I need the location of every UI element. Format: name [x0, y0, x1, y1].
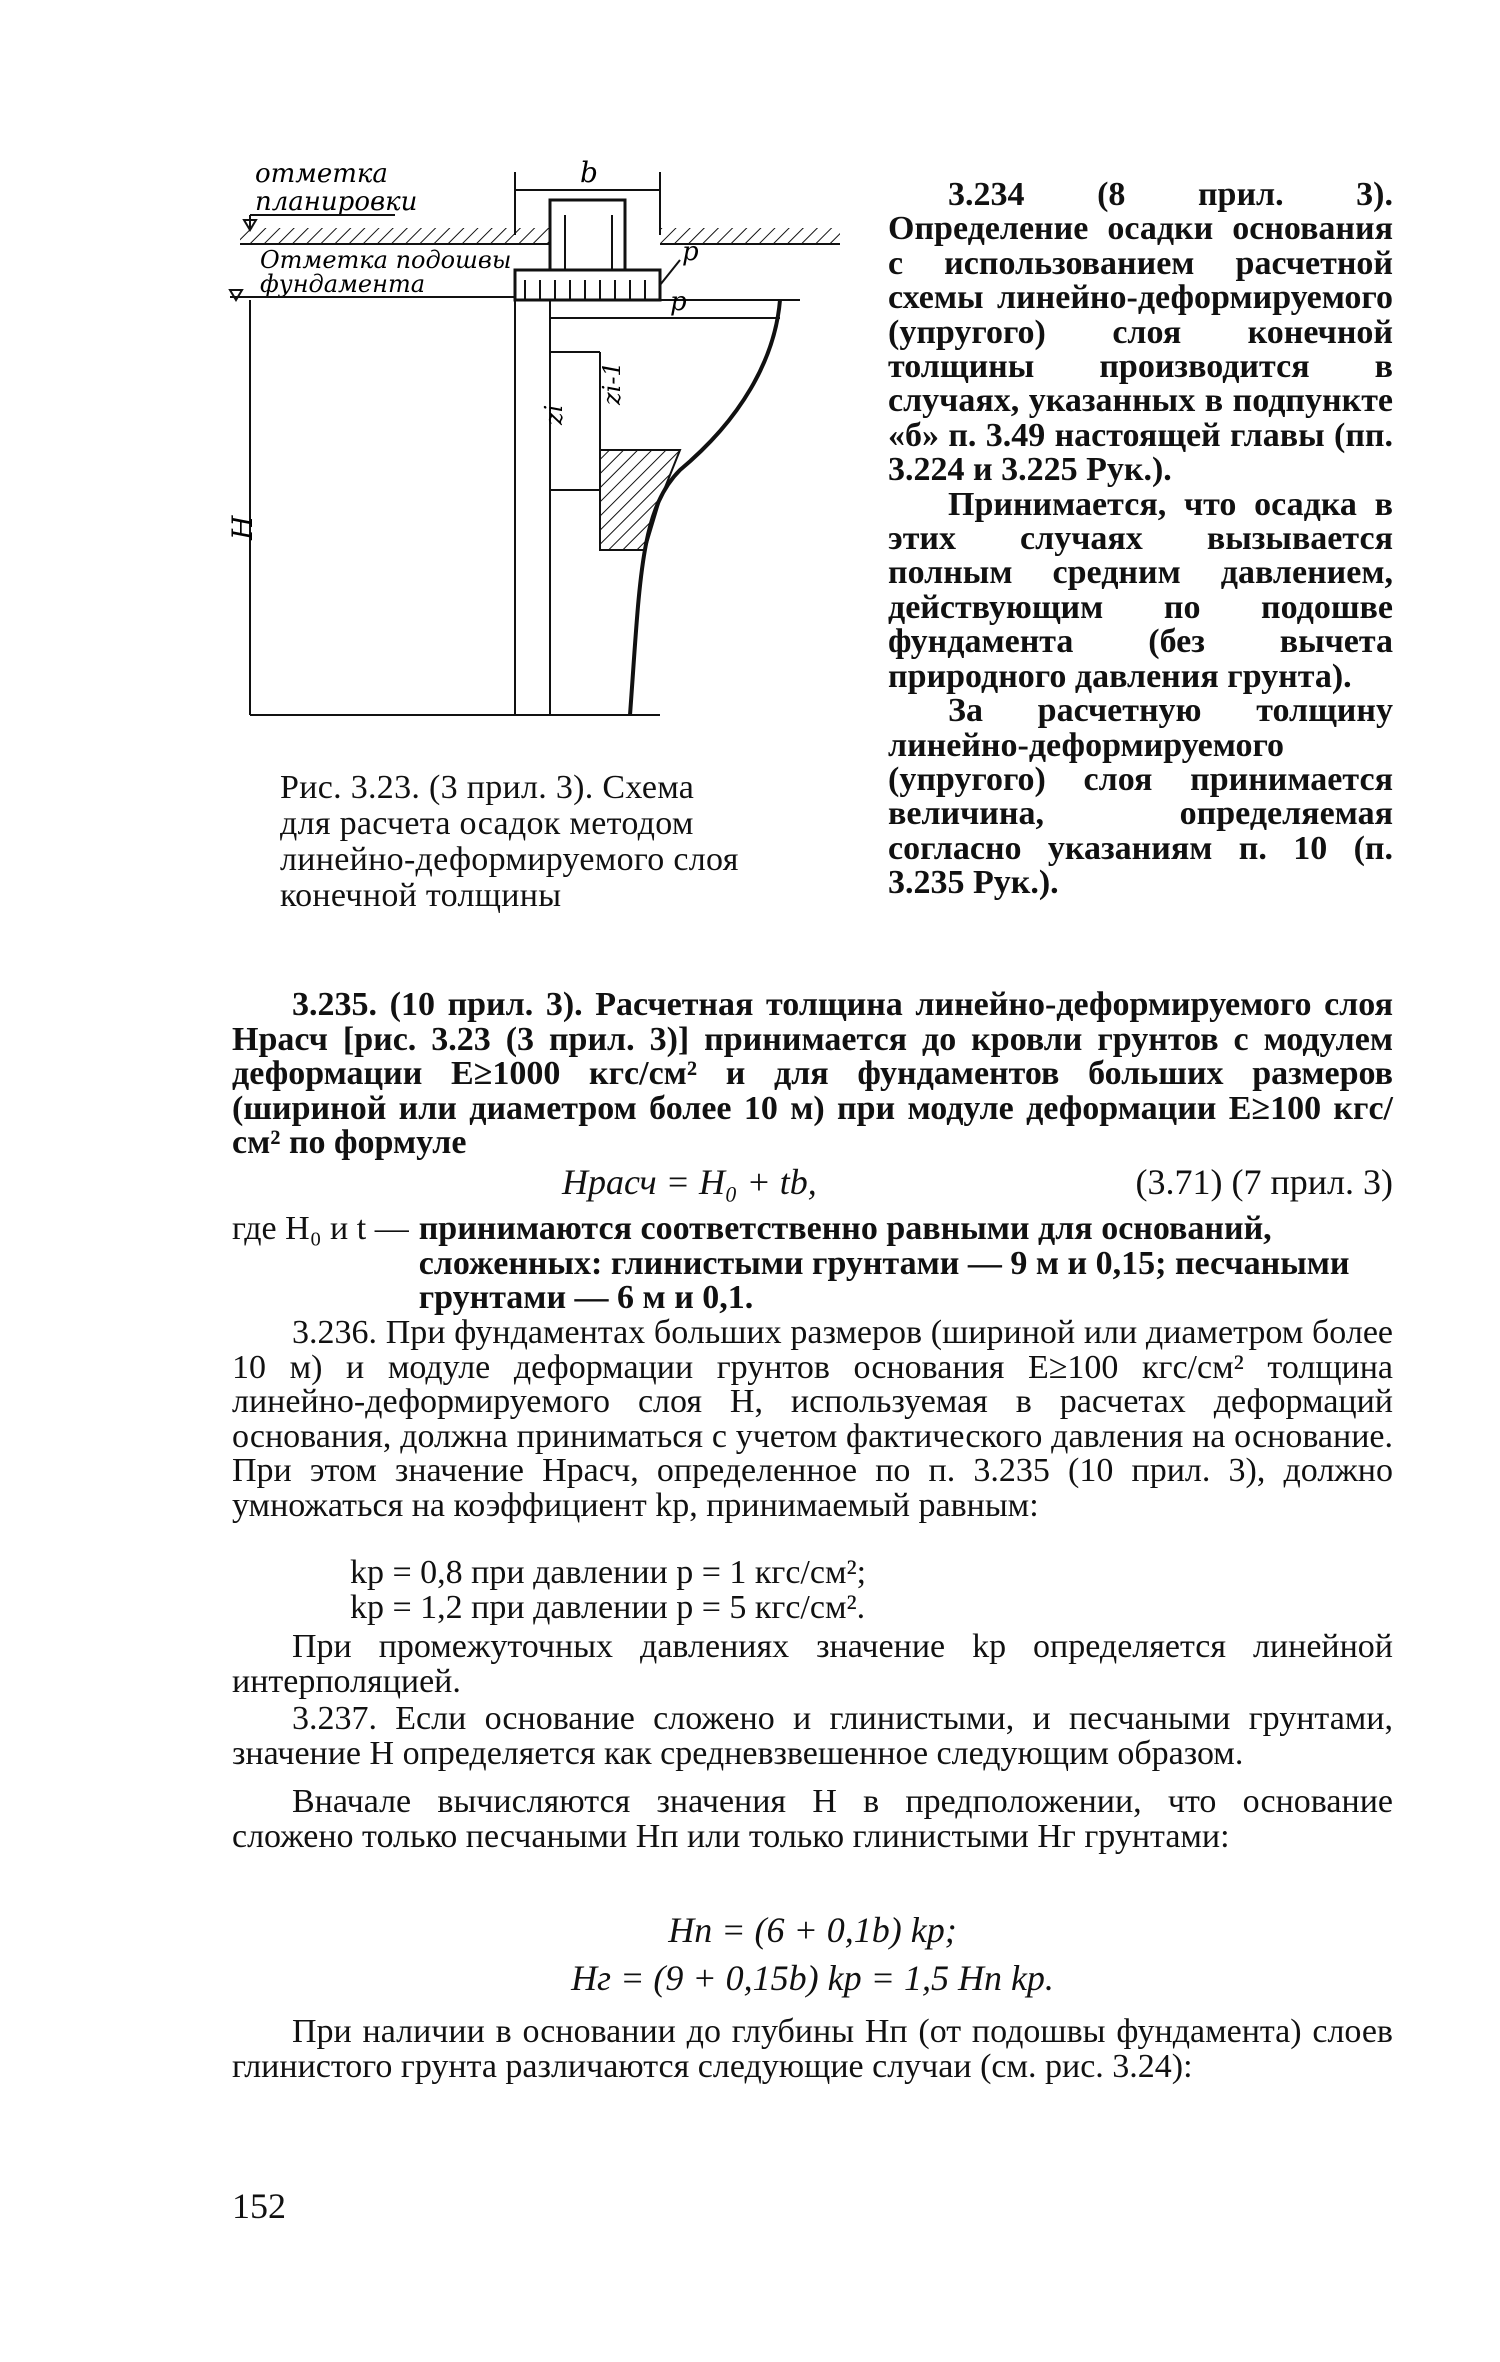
label-b: b: [580, 160, 598, 189]
label-p2: p: [670, 287, 687, 317]
formula-hp: [232, 1910, 1393, 1950]
paragraph: 3.237. Если основание сложено и глинистыми, и песчаными грунтами, значение H определяется как средневзвешенное следующим образом.: [232, 1700, 1393, 1772]
where-clause: [232, 1212, 1393, 1316]
kp-line: kp = 1,2 при давлении p = 5 кгс/см².: [350, 1589, 866, 1626]
kp-line: kp = 0,8 при давлении p = 1 кгс/см²;: [350, 1554, 867, 1591]
where-text: принимаются соответственно равными для оснований, сложенных: глинистыми грунтами — 9 м и 0,15; песчаными грунтами — 6 м и 0,1.: [418, 1210, 1350, 1317]
caption-line: Рис. 3.23. (3 прил. 3). Схема: [280, 769, 695, 806]
formula-number: (3.71) (7 прил. 3): [1135, 1162, 1393, 1202]
figure-caption: [280, 770, 840, 914]
label-planning-1: отметка: [255, 160, 388, 189]
label-planning-2: планировки: [255, 187, 418, 217]
paragraph: Принимается, что осадка в этих случаях вызывается полным средним давлением, действующим по подошве фундамента (без вычета природного давления грунта).: [888, 485, 1393, 695]
kp-values: [350, 1555, 1150, 1625]
section-3-236: [232, 1316, 1393, 1524]
formula: Hг = (9 + 0,15b) kp = 1,5 Hп kp.: [571, 1958, 1054, 1998]
paragraph: При промежуточных давлениях значение kp определяется линейной интерполяцией.: [232, 1628, 1393, 1700]
label-zi: zi: [540, 404, 568, 425]
where-prefix: где H₀ и t —: [232, 1210, 409, 1247]
section-3-237: [232, 1702, 1393, 1854]
paragraph: 3.235. (10 прил. 3). Расчетная толщина линейно-деформируемого слоя Hрасч [рис. 3.23 (3 прил. 3)] принимается до кровли грунтов с модулем деформации E≥1000 кгс/см² и для фундаментов больших размеров (шириной или диаметром более 10 м) при модуле деформации E≥100 кгс/см² по формуле: [232, 986, 1393, 1162]
figure-3-23: [220, 160, 840, 730]
caption-line: конечной толщины: [280, 877, 562, 914]
label-H: H: [226, 515, 259, 540]
settlement-schematic: [220, 160, 840, 730]
label-p1: p: [682, 237, 699, 267]
formula-hg: [232, 1958, 1393, 1998]
paragraph: Вначале вычисляются значения H в предположении, что основание сложено только песчаными Hп или только глинистыми Hг грунтами:: [232, 1783, 1393, 1855]
paragraph: При наличии в основании до глубины Hп (от подошвы фундамента) слоев глинистого грунта различаются следующие случаи (см. рис. 3.24):: [232, 2013, 1393, 2085]
cases-intro: [232, 2015, 1393, 2084]
caption-line: для расчета осадок методом: [280, 805, 694, 842]
formula-3-71: [232, 1162, 1393, 1202]
label-base-2: фундамента: [260, 270, 426, 298]
section-3-234: [888, 178, 1393, 901]
interpolation-note: [232, 1630, 1393, 1699]
formula: Hрасч = H₀ + tb,: [562, 1162, 817, 1202]
caption-line: линейно-деформируемого слоя: [280, 841, 739, 878]
section-3-235: [232, 988, 1393, 1161]
formula: Hп = (6 + 0,1b) kp;: [668, 1910, 957, 1950]
page-number: 152: [232, 2186, 286, 2226]
paragraph: 3.236. При фундаментах больших размеров (шириной или диаметром более 10 м) и модуле деформации грунтов основания E≥100 кгс/см² толщина линейно-деформируемого слоя H, используемая в расчетах деформаций основания, должна приниматься с учетом фактического давления на основание. При этом значение Hрасч, определенное по п. 3.235 (10 прил. 3), должно умножаться на коэффициент kp, принимаемый равным:: [232, 1314, 1393, 1524]
paragraph: 3.234 (8 прил. 3). Определение осадки основания с использованием расчетной схемы линейно-деформируемого (упругого) слоя конечной толщины производится в случаях, указанных в подпункте «б» п. 3.49 настоящей главы (пп. 3.224 и 3.225 Рук.).: [888, 176, 1393, 489]
paragraph: За расчетную толщину линейно-деформируемого (упругого) слоя принимается величина, определяемая согласно указаниям п. 10 (п. 3.235 Рук.).: [888, 692, 1393, 902]
label-zi1: zi-1: [598, 361, 626, 405]
label-base-1: Отметка подошвы: [260, 246, 512, 274]
